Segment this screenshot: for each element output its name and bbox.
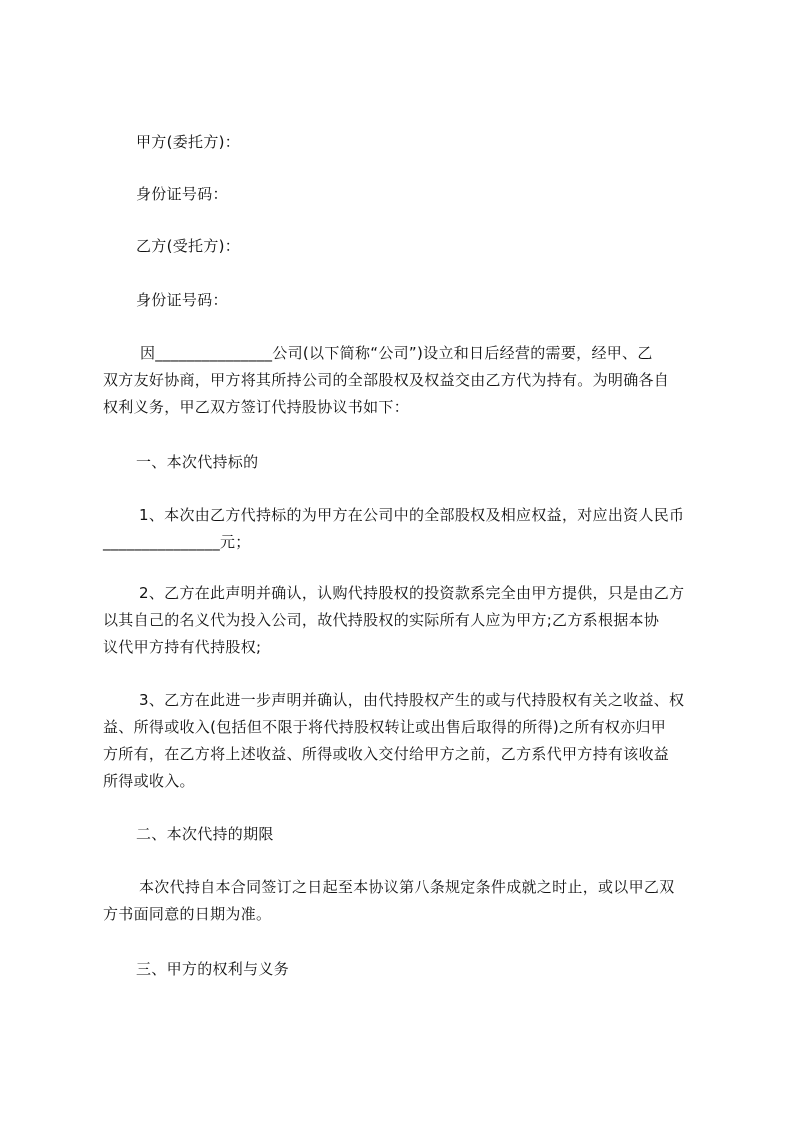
clause-line: 1、本次由乙方代持标的为甲方在公司中的全部股权及相应权益，对应出资人民币 bbox=[139, 506, 685, 524]
party-b-label: 乙方(受托方)： bbox=[136, 237, 241, 255]
clause-line: 益、所得或收入(包括但不限于将代持股权转让或出售后取得的所得)之所有权亦归甲 bbox=[103, 718, 667, 736]
section-heading: 三、甲方的权利与义务 bbox=[136, 960, 290, 978]
clause-line: _______________元； bbox=[103, 533, 251, 551]
party-a-label: 甲方(委托方)： bbox=[136, 133, 241, 151]
clause-line: 2、乙方在此声明并确认，认购代持股权的投资款系完全由甲方提供，只是由乙方 bbox=[139, 584, 685, 602]
party-b-id-label: 身份证号码： bbox=[136, 291, 228, 309]
term-line: 本次代持自本合同签订之日起至本协议第八条规定条件成就之时止，或以甲乙双 bbox=[139, 878, 675, 896]
term-line: 方书面同意的日期为准。 bbox=[103, 905, 272, 923]
section-heading: 一、本次代持标的 bbox=[136, 453, 259, 471]
clause-line: 3、乙方在此进一步声明并确认，由代持股权产生的或与代持股权有关之收益、权 bbox=[139, 691, 685, 709]
intro-line: 双方友好协商，甲方将其所持公司的全部股权及权益交由乙方代为持有。为明确各自 bbox=[103, 371, 670, 389]
clause-line: 方所有，在乙方将上述收益、所得或收入交付给甲方之前，乙方系代甲方持有该收益 bbox=[103, 745, 670, 763]
clause-line: 所得或收入。 bbox=[103, 772, 195, 790]
section-heading: 二、本次代持的期限 bbox=[136, 825, 274, 843]
intro-line: 因_______________公司(以下简称“公司”)设立和日后经营的需要，经甲、乙 bbox=[140, 344, 653, 362]
clause-line: 以其自己的名义代为投入公司，故代持股权的实际所有人应为甲方;乙方系根据本协 bbox=[103, 611, 660, 629]
intro-line: 权利义务，甲乙双方签订代持股协议书如下： bbox=[103, 398, 410, 416]
clause-line: 议代甲方持有代持股权; bbox=[103, 638, 262, 656]
party-a-id-label: 身份证号码： bbox=[136, 185, 228, 203]
